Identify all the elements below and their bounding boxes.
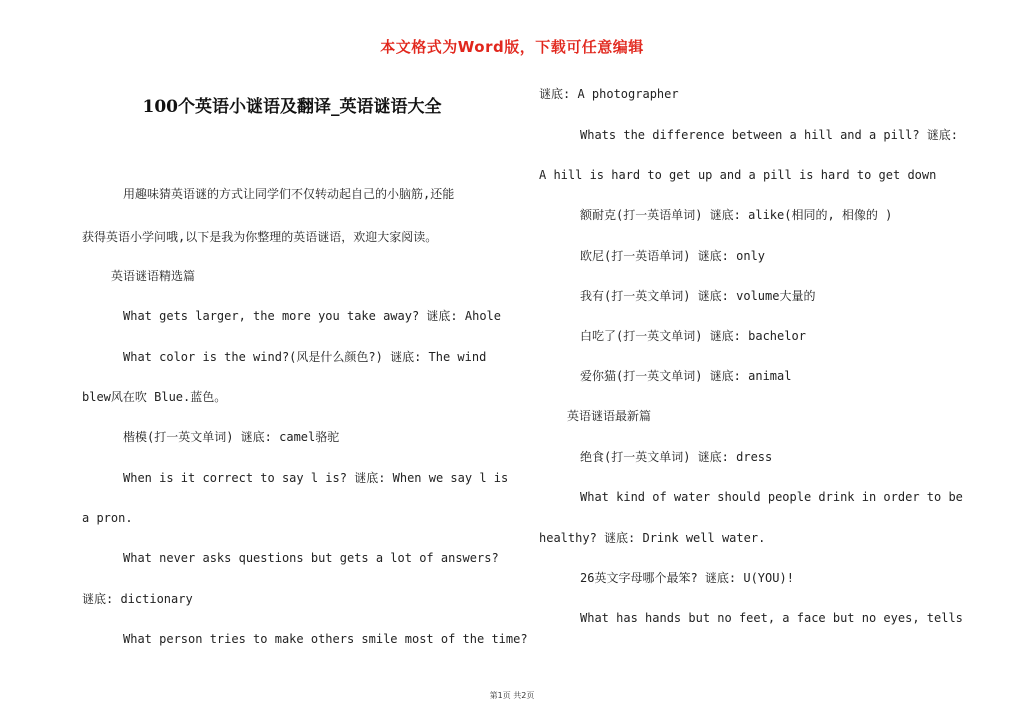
riddle-line: What gets larger, the more you take away? 谜底: Ahole: [123, 309, 502, 323]
document-title: 100个英语小谜语及翻译_英语谜语大全: [142, 97, 442, 117]
page-number-footer: 第1页 共2页: [489, 691, 535, 700]
riddle-line: 额耐克(打一英语单词) 谜底: alike(相同的, 相像的 ): [580, 208, 893, 222]
riddle-line: What kind of water should people drink in order to be: [580, 490, 963, 504]
riddle-line: When is it correct to say l is? 谜底: When we say l is: [123, 471, 509, 485]
paragraph-line: 用趣味猜英语谜的方式让同学们不仅转动起自己的小脑筋,还能: [123, 187, 455, 201]
riddle-line: healthy? 谜底: Drink well water.: [539, 531, 766, 545]
riddle-line: 楷模(打一英文单词) 谜底: camel骆驼: [123, 430, 340, 444]
riddle-line: What person tries to make others smile most of the time?: [123, 632, 528, 646]
paragraph-line: 获得英语小学问哦,以下是我为你整理的英语谜语，欢迎大家阅读。: [82, 230, 438, 244]
riddle-line: Whats the difference between a hill and a pill? 谜底:: [580, 128, 959, 142]
word-format-banner: 本文格式为Word版，下载可任意编辑: [380, 38, 644, 56]
riddle-line: A hill is hard to get up and a pill is hard to get down: [539, 168, 937, 182]
riddle-line: 谜底: A photographer: [539, 87, 679, 101]
riddle-line: 26英文字母哪个最笨? 谜底: U(YOU)!: [580, 571, 794, 585]
riddle-line: 白吃了(打一英文单词) 谜底: bachelor: [580, 329, 806, 343]
riddle-line: 我有(打一英文单词) 谜底: volume大量的: [580, 289, 816, 303]
section-heading: 英语谜语最新篇: [567, 409, 652, 423]
riddle-line: a pron.: [82, 511, 133, 525]
riddle-line: What has hands but no feet, a face but no eyes, tells: [580, 611, 963, 625]
riddle-line: 欧尼(打一英语单词) 谜底: only: [580, 249, 766, 263]
riddle-line: What color is the wind?(风是什么颜色?) 谜底: The wind: [123, 350, 487, 364]
section-heading: 英语谜语精选篇: [111, 269, 196, 283]
riddle-line: 爱你猫(打一英文单词) 谜底: animal: [580, 369, 792, 383]
riddle-line: 绝食(打一英文单词) 谜底: dress: [580, 450, 773, 464]
riddle-line: blew风在吹 Blue.蓝色。: [82, 390, 227, 404]
riddle-line: 谜底: dictionary: [82, 592, 193, 606]
riddle-line: What never asks questions but gets a lot of answers?: [123, 551, 499, 565]
